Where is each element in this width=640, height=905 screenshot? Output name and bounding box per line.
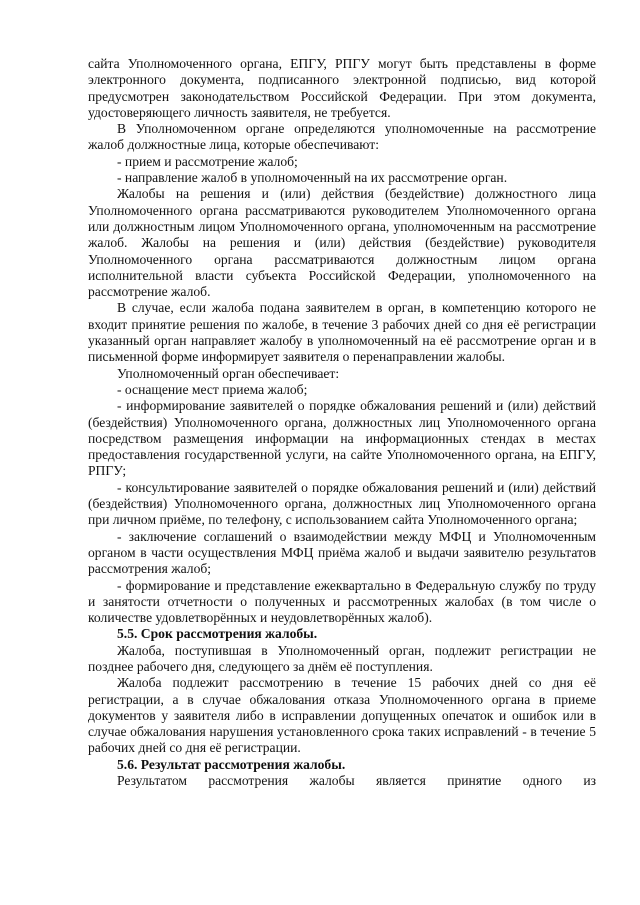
paragraph-wrong-authority: В случае, если жалоба подана заявителем в орган, в компетенцию которого не входит принятие решения по жалобе, в течение 3 рабочих дней со дня её регистрации указанный орган направляет жалобу в уполномоченный на её рассмотрение орган и в письменной форме информирует заявителя о перенаправлении жалобы. <box>88 300 596 365</box>
list-item-reporting: - формирование и представление ежеквартально в Федеральную службу по труду и занятости отчетности о полученных и рассмотренных жалобах (в том числе о количестве удовлетворённых и неудовлетворённых жалоб). <box>88 577 596 626</box>
paragraph-review-term: Жалоба подлежит рассмотрению в течение 15 рабочих дней со дня её регистрации, а в случае обжалования отказа Уполномоченного органа в приеме документов у заявителя либо в исправлении допущенных опечаток и ошибок или в случае обжалования нарушения установленного срока таких исправлений - в течение 5 рабочих дней со дня её регистрации. <box>88 675 596 756</box>
paragraph-result: Результатом рассмотрения жалобы является принятие одного из <box>117 773 596 789</box>
list-item-informing: - информирование заявителей о порядке обжалования решений и (или) действий (бездействия) Уполномоченного органа, должностных лиц Уполномоченного органа посредством размещения информации на информационных стендах в местах предоставления государственной услуги, на сайте Уполномоченного органа, на ЕПГУ, РПГУ; <box>88 398 596 479</box>
paragraph-intro: сайта Уполномоченного органа, ЕПГУ, РПГУ могут быть представлены в форме электронного документа, подписанного электронной подписью, вид которой предусмотрен законодательством Российской Федерации. При этом документа, удостоверяющего личность заявителя, не требуется. <box>88 56 596 120</box>
list-item-equipment: - оснащение мест приема жалоб; <box>117 381 308 397</box>
list-item-agreements: - заключение соглашений о взаимодействии между МФЦ и Уполномоченным органом в части осуществления МФЦ приёма жалоб и выдачи заявителю результатов рассмотрения жалоб; <box>88 528 596 577</box>
paragraph-responsible-officials: В Уполномоченном органе определяются уполномоченные на рассмотрение жалоб должностные лица, которые обеспечивают: <box>88 121 596 153</box>
paragraph-complaints-review: Жалобы на решения и (или) действия (бездействие) должностного лица Уполномоченного органа рассматриваются руководителем Уполномоченного органа или должностным лицом Уполномоченного органа, уполномоченным на рассмотрение жалоб. Жалобы на решения и (или) действия (бездействие) руководителя Уполномоченного органа рассматриваются должностным лицом органа исполнительной власти субъекта Российской Федерации, уполномоченного на рассмотрение жалоб. <box>88 186 596 300</box>
list-item-consulting: - консультирование заявителей о порядке обжалования решений и (или) действий (бездействия) Уполномоченного органа, должностных лиц Уполномоченного органа при личном приёме, по телефону, с использованием сайта Уполномоченного органа; <box>88 479 596 528</box>
document-page <box>88 56 596 789</box>
list-item-forward: - направление жалоб в уполномоченный на их рассмотрение орган. <box>117 170 508 186</box>
section-heading-5-5: 5.5. Срок рассмотрения жалобы. <box>117 626 318 642</box>
paragraph-authority-provides: Уполномоченный орган обеспечивает: <box>117 365 340 381</box>
section-heading-5-6: 5.6. Результат рассмотрения жалобы. <box>117 756 346 772</box>
paragraph-registration: Жалоба, поступившая в Уполномоченный орган, подлежит регистрации не позднее рабочего дня, следующего за днём её поступления. <box>88 642 596 674</box>
list-item-receive: - прием и рассмотрение жалоб; <box>117 153 298 169</box>
